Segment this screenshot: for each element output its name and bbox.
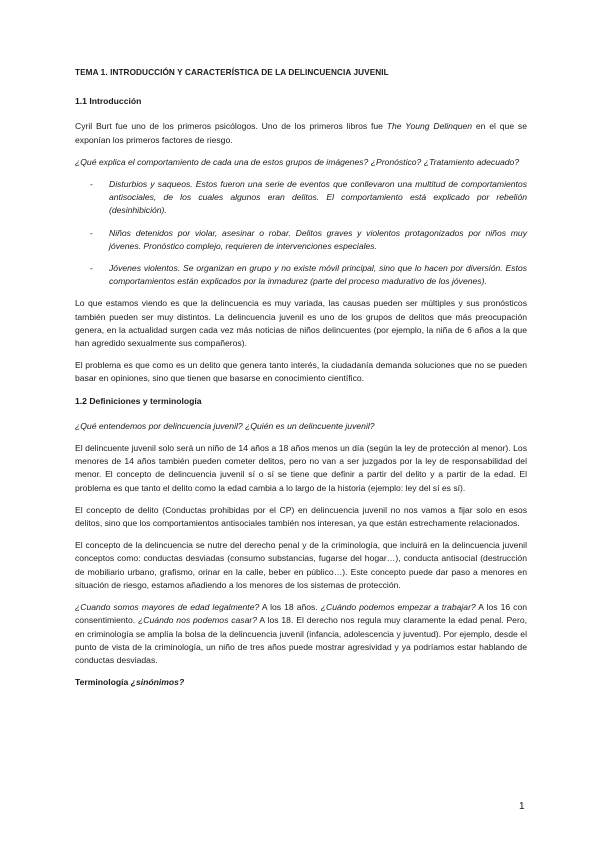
paragraph-juvenile: El delincuente juvenil solo será un niño de 14 años a 18 años menos un día (según la ley de protección al menor). Los menores de 14 años también pueden cometer delitos, pero no van a ser juzgados por la ley de responsabilidad del menor. El concepto de delincuencia juvenil sí o sí se tiene que definir a partir del delito y a partir de la edad. El problema es que tanto el delito como la edad cambia a lo largo de la historia (ejemplo: ley del sí es sí).: [75, 443, 527, 493]
paragraph-crime-concept: El concepto de delito (Conductas prohibidas por el CP) en delincuencia juvenil no nos vamos a fijar solo en esos delitos, sino que los comportamientos antisociales también nos interesan, ya que están estrechamente relacionados.: [75, 504, 527, 529]
book-title: The Young Delinquen: [386, 121, 473, 132]
age-answer: A los 18 años.: [259, 602, 321, 613]
paragraph-ages: [75, 601, 527, 667]
paragraph-delinquency-concept: El concepto de la delincuencia se nutre del derecho penal y de la criminología, que incluirá en la delincuencia juvenil conceptos como: conductas desviadas (consumo substancias, fugarse del hogar…), conducta antisocial (destrucción de mobiliario urbano, grafismo, orinar en la calle, beber en público…). Este concepto puede dar paso a menores en situación de riesgo, estamos añadiendo a los menores de los sistemas de protección.: [75, 540, 527, 590]
bullet-item: - Jóvenes violentos. Se organizan en grupo y no existe móvil principal, sino que lo hacen por diversión. Estos comportamientos están explicados por la inmadurez (parte del proceso madurativo de los jóvenes).: [109, 262, 527, 288]
paragraph-burt-after: en el que se exponían los primeros factores de riesgo.: [75, 121, 527, 145]
document-page: [75, 66, 527, 701]
bullet-list: [75, 178, 527, 288]
question-groups: ¿Qué explica el comportamiento de cada una de estos grupos de imágenes? ¿Pronóstico? ¿Tratamiento adecuado?: [75, 156, 520, 167]
terminology-question: ¿sinónimos?: [130, 677, 185, 688]
section-heading-intro: 1.1 Introducción: [75, 96, 142, 107]
bullet-item: - Niños detenidos por violar, asesinar o robar. Delitos graves y violentos protagonizados por niños muy jóvenes. Pronóstico complejo, requieren de intervenciones especiales.: [109, 227, 527, 253]
paragraph-burt-before: Cyril Burt fue uno de los primeros psicólogos. Uno de los primeros libros fue: [75, 121, 387, 132]
page-number: 1: [519, 801, 525, 812]
document-title: TEMA 1. INTRODUCCIÓN Y CARACTERÍSTICA DE LA DELINCUENCIA JUVENIL: [75, 68, 389, 77]
terminology-label: Terminología: [75, 677, 131, 688]
age-question: ¿Cuando somos mayores de edad legalmente?: [75, 602, 260, 613]
section-heading-definitions: 1.2 Definiciones y terminología: [75, 395, 202, 406]
question-definition: ¿Qué entendemos por delincuencia juvenil? ¿Quién es un delincuente juvenil?: [75, 420, 375, 431]
paragraph-interest: El problema es que como es un delito que genera tanto interés, la ciudadanía demanda soluciones que no se pueden basar en opiniones, sino que tienen que basarse en conocimiento científico.: [75, 360, 527, 384]
paragraph-variety: Lo que estamos viendo es que la delincuencia es muy variada, las causas pueden ser múltiples y sus pronósticos también pueden ser muy distintos. La delincuencia juvenil es uno de los grupos de delitos que más preocupación genera, en la actualidad surgen cada vez más noticias de niños delincuentes (por ejemplo, la niña de 6 años a la que han agredido sexualmente sus compañeros).: [75, 298, 527, 349]
age-question: ¿Cuándo nos podemos casar?: [138, 615, 258, 626]
paragraph-burt: [75, 120, 527, 146]
age-answer: A los 16 con consentimiento.: [75, 602, 528, 626]
bullet-item: - Disturbios y saqueos. Estos fueron una serie de eventos que conllevaron una multitud de comportamientos antisociales, de los cuales algunos eran delitos. El comportamiento está explicado por rebelión (desinhibición).: [109, 178, 527, 218]
age-answer: A los 18. El derecho nos regula muy claramente la edad penal. Pero, en criminología se amplía la bolsa de la delincuencia juvenil (infancia, adolescencia y juventud). Por ejemplo, desde el punto de vista de la criminología, un niño de tres años puede mostrar agresividad y ya podríamos estar hablando de conductas desviadas.: [75, 615, 527, 665]
age-question: ¿Cuándo podemos empezar a trabajar?: [320, 602, 476, 613]
terminology-heading: [75, 676, 527, 689]
